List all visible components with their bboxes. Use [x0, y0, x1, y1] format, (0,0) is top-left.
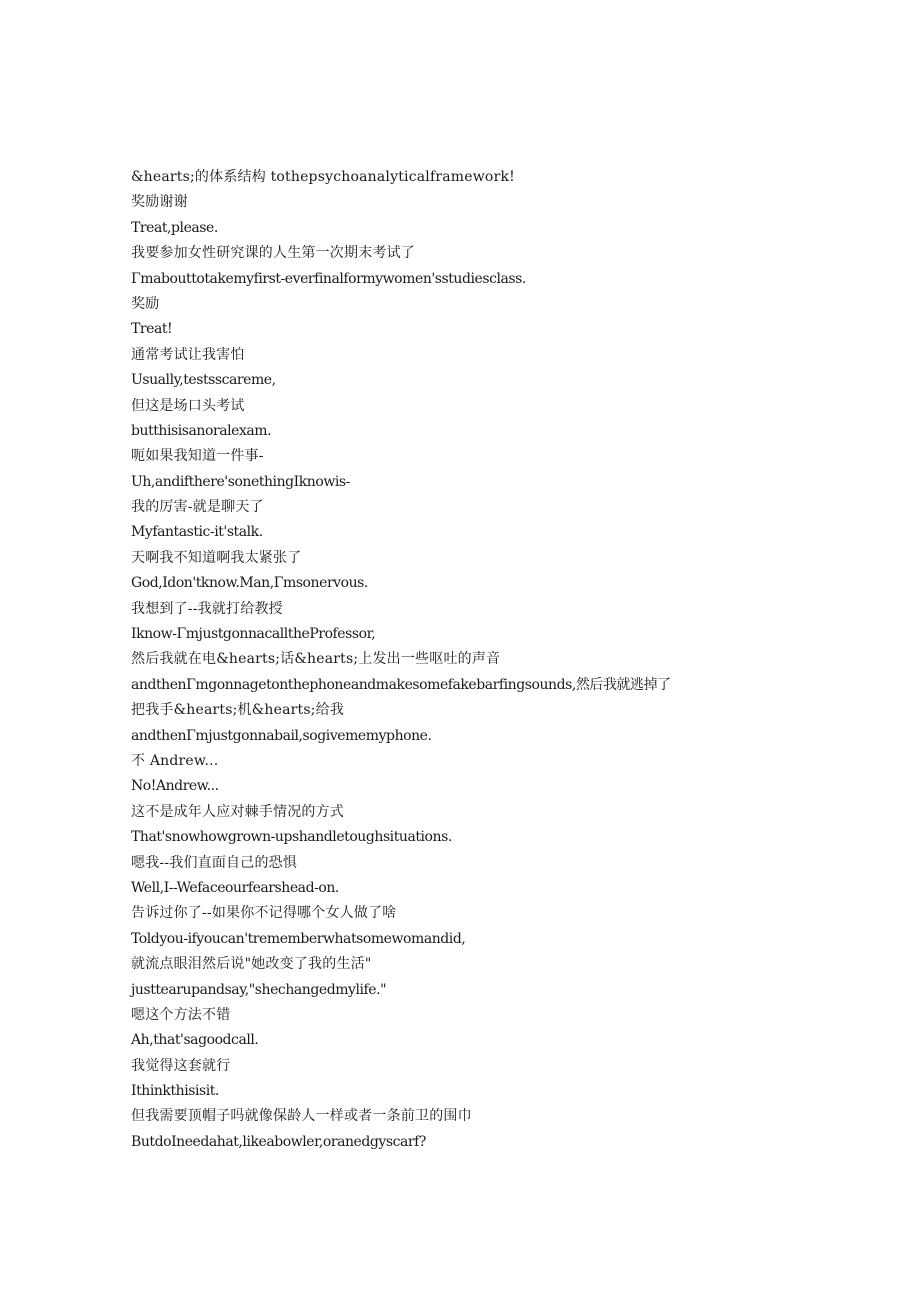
english-subtitle-line: God,Idon'tknow.Man,Γmsonervous. — [131, 575, 368, 592]
chinese-subtitle-line: 告诉过你了--如果你不记得哪个女人做了啥 — [131, 905, 397, 922]
chinese-subtitle-line: 这不是成年人应对棘手情况的方式 — [131, 803, 344, 820]
chinese-subtitle-line: 通常考试让我害怕 — [131, 346, 245, 363]
english-subtitle-line: Uh,andifthere'sonethingIknowis- — [131, 473, 350, 490]
chinese-subtitle-line: 我想到了--我就打给教授 — [131, 600, 283, 617]
chinese-subtitle-line: 我的厉害-就是聊天了 — [131, 499, 264, 516]
english-subtitle-line: Γmabouttotakemyfirst-everfinalformywomen'sstudiesclass. — [131, 270, 526, 287]
english-subtitle-line: Ah,that'sagoodcall. — [131, 1032, 259, 1049]
english-subtitle-line: That'snowhowgrown-upshandletoughsituations. — [131, 829, 452, 846]
chinese-subtitle-line: 把我手&hearts;机&hearts;给我 — [131, 702, 345, 719]
chinese-subtitle-line: 嗯这个方法不错 — [131, 1006, 231, 1023]
english-subtitle-line: butthisisanoralexam. — [131, 422, 272, 439]
english-subtitle-line: Toldyou-ifyoucan'trememberwhatsomewomandid, — [131, 930, 466, 947]
chinese-subtitle-line: 奖励 — [131, 295, 160, 312]
chinese-subtitle-line: 嗯我--我们直面自己的恐惧 — [131, 854, 298, 871]
english-subtitle-line: ButdoIneedahat,likeabowler,oranedgyscarf? — [131, 1133, 426, 1150]
chinese-subtitle-line: 不 Andrew... — [131, 752, 219, 769]
english-subtitle-line: Iknow-ΓmjustgonnacalltheProfessor, — [131, 626, 376, 643]
chinese-subtitle-line: 但我需要顶帽子吗就像保龄人一样或者一条前卫的围巾 — [131, 1108, 472, 1125]
english-subtitle-line: Well,I--Wefaceourfearshead-on. — [131, 879, 339, 896]
chinese-subtitle-line: 呃如果我知道一件事- — [131, 448, 264, 465]
english-subtitle-line: justtearupandsay,"shechangedmylife." — [131, 981, 387, 998]
english-subtitle-line: Treat! — [131, 321, 173, 338]
chinese-subtitle-line: 奖励谢谢 — [131, 194, 188, 211]
chinese-subtitle-line: 我觉得这套就行 — [131, 1057, 231, 1074]
english-subtitle-line: andthenΓmgonnagetonthephoneandmakesomefakebarfingsounds,然后我就逃掉了 — [131, 676, 671, 693]
english-subtitle-line: Treat,please. — [131, 219, 218, 236]
chinese-subtitle-line: &hearts;的体系结构 tothepsychoanalyticalframework! — [131, 169, 515, 185]
chinese-subtitle-line: 天啊我不知道啊我太紧张了 — [131, 549, 302, 566]
chinese-subtitle-line: 然后我就在电&hearts;话&hearts;上发出一些呕吐的声音 — [131, 651, 501, 668]
subtitle-transcript — [131, 165, 831, 1155]
chinese-subtitle-line: 就流点眼泪然后说"她改变了我的生活" — [131, 956, 372, 973]
english-subtitle-line: Myfantastic-it'stalk. — [131, 524, 263, 541]
english-subtitle-line: Usually,testsscareme, — [131, 372, 276, 389]
chinese-subtitle-line: 我要参加女性研究课的人生第一次期末考试了 — [131, 245, 415, 262]
english-subtitle-line: andthenΓmjustgonnabail,sogivememyphone. — [131, 727, 432, 744]
chinese-subtitle-line: 但这是场口头考试 — [131, 397, 245, 414]
english-subtitle-line: No!Andrew... — [131, 778, 219, 795]
english-subtitle-line: Ithinkthisisit. — [131, 1083, 219, 1100]
